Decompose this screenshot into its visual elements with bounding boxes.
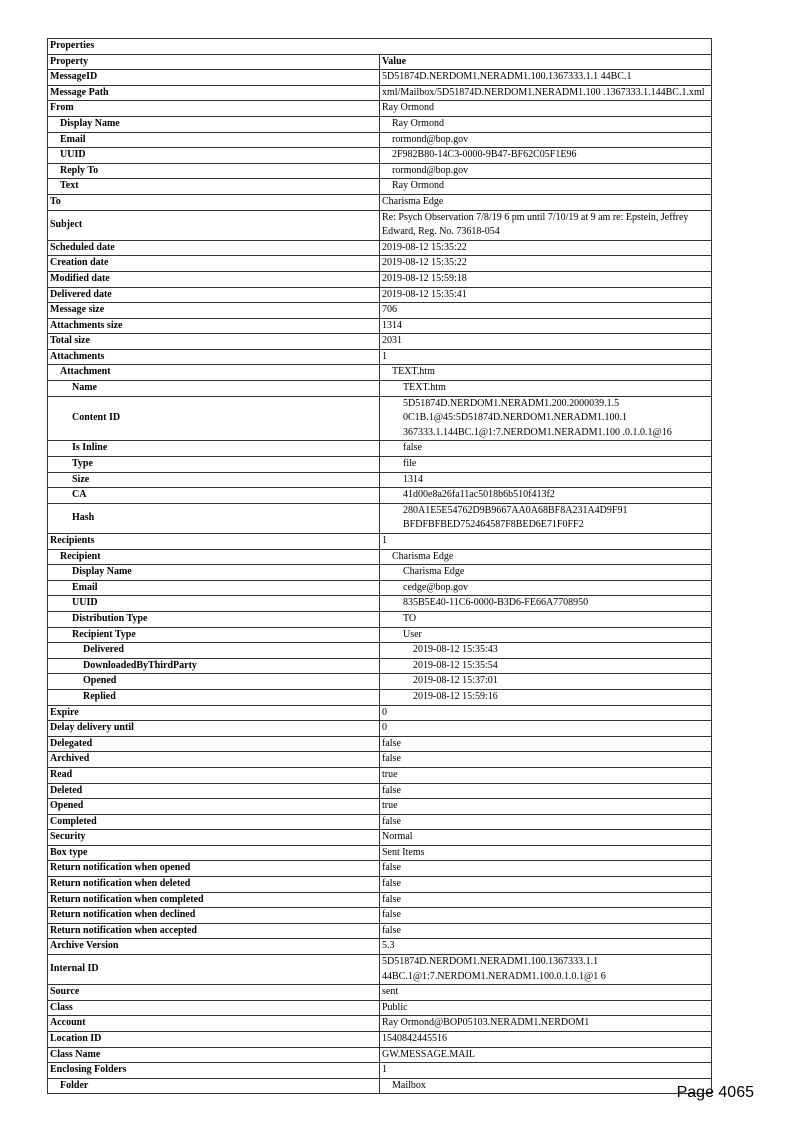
property-value: false	[380, 441, 712, 457]
property-value: 1540842445516	[380, 1032, 712, 1048]
property-name: Completed	[48, 814, 380, 830]
property-value: Re: Psych Observation 7/8/19 6 pm until 7/10/19 at 9 am re: Epstein, Jeffrey Edward, Reg. No. 73618-054	[380, 210, 712, 240]
column-header-value: Value	[380, 54, 712, 70]
table-row	[48, 1078, 712, 1094]
property-name: Recipients	[48, 534, 380, 550]
table-row	[48, 643, 712, 659]
property-name: Class Name	[48, 1047, 380, 1063]
property-value: 2019-08-12 15:35:41	[380, 287, 712, 303]
property-name: Display Name	[48, 565, 380, 581]
table-row	[48, 705, 712, 721]
table-row	[48, 240, 712, 256]
property-value: 0	[380, 721, 712, 737]
property-value: 2019-08-12 15:59:18	[380, 271, 712, 287]
table-row	[48, 101, 712, 117]
property-value: 1	[380, 349, 712, 365]
property-name: Folder	[48, 1078, 380, 1094]
table-row	[48, 303, 712, 319]
property-value: Public	[380, 1000, 712, 1016]
table-row	[48, 349, 712, 365]
table-row	[48, 767, 712, 783]
property-name: Delivered	[48, 643, 380, 659]
property-name: Source	[48, 985, 380, 1001]
table-header-row	[48, 54, 712, 70]
property-name: Recipient	[48, 549, 380, 565]
property-value: 5.3	[380, 939, 712, 955]
property-name: DownloadedByThirdParty	[48, 658, 380, 674]
property-name: Subject	[48, 210, 380, 240]
table-row	[48, 939, 712, 955]
table-row	[48, 163, 712, 179]
table-row	[48, 565, 712, 581]
table-row	[48, 861, 712, 877]
property-value: 2019-08-12 15:37:01	[380, 674, 712, 690]
property-value: false	[380, 783, 712, 799]
property-name: Opened	[48, 674, 380, 690]
property-name: Enclosing Folders	[48, 1063, 380, 1079]
property-value: 1314	[380, 318, 712, 334]
property-value: 5D51874D.NERDOM1.NERADM1.200.2000039.1.5 0C1B.1@45:5D51874D.NERDOM1.NERADM1.100.1 367333.1.144BC.1@1:7.NERDOM1.NERADM1.100 .0.1.0.1@16	[380, 396, 712, 441]
table-row	[48, 985, 712, 1001]
property-value: Charisma Edge	[380, 549, 712, 565]
table-row	[48, 457, 712, 473]
table-row	[48, 334, 712, 350]
property-name: Archived	[48, 752, 380, 768]
property-name: Size	[48, 472, 380, 488]
property-value: Mailbox	[380, 1078, 712, 1094]
property-name: From	[48, 101, 380, 117]
property-name: Name	[48, 381, 380, 397]
table-row	[48, 814, 712, 830]
table-row	[48, 611, 712, 627]
property-value: TO	[380, 611, 712, 627]
table-title-row	[48, 39, 712, 55]
property-name: Attachment	[48, 365, 380, 381]
property-name: Delay delivery until	[48, 721, 380, 737]
property-value: Ray Ormond	[380, 101, 712, 117]
property-name: Attachments size	[48, 318, 380, 334]
table-row	[48, 179, 712, 195]
property-value: sent	[380, 985, 712, 1001]
property-value: 2F982B80-14C3-0000-9B47-BF62C05F1E96	[380, 148, 712, 164]
properties-table	[47, 38, 712, 1094]
property-value: Sent Items	[380, 845, 712, 861]
property-value: cedge@bop.gov	[380, 580, 712, 596]
property-name: Attachments	[48, 349, 380, 365]
property-name: Deleted	[48, 783, 380, 799]
property-value: 2019-08-12 15:59:16	[380, 689, 712, 705]
table-row	[48, 396, 712, 441]
properties-sheet	[47, 38, 712, 1094]
property-name: Total size	[48, 334, 380, 350]
property-value: 2019-08-12 15:35:22	[380, 256, 712, 272]
table-row	[48, 488, 712, 504]
table-row	[48, 381, 712, 397]
property-name: Is Inline	[48, 441, 380, 457]
property-value: rormond@bop.gov	[380, 163, 712, 179]
property-name: Class	[48, 1000, 380, 1016]
table-title: Properties	[48, 39, 712, 55]
property-value: true	[380, 799, 712, 815]
table-row	[48, 534, 712, 550]
property-name: Read	[48, 767, 380, 783]
table-row	[48, 318, 712, 334]
property-name: Archive Version	[48, 939, 380, 955]
property-value: Charisma Edge	[380, 194, 712, 210]
property-value: false	[380, 892, 712, 908]
page-number: Page 4065	[676, 1084, 754, 1101]
property-value: 1314	[380, 472, 712, 488]
property-name: Type	[48, 457, 380, 473]
property-value: Ray Ormond@BOP05103.NERADM1.NERDOM1	[380, 1016, 712, 1032]
table-row	[48, 210, 712, 240]
table-row	[48, 256, 712, 272]
property-name: Email	[48, 580, 380, 596]
property-name: To	[48, 194, 380, 210]
property-value: file	[380, 457, 712, 473]
property-name: CA	[48, 488, 380, 504]
property-name: MessageID	[48, 70, 380, 86]
property-value: User	[380, 627, 712, 643]
table-row	[48, 1047, 712, 1063]
property-value: TEXT.htm	[380, 381, 712, 397]
table-row	[48, 132, 712, 148]
property-value: 2019-08-12 15:35:43	[380, 643, 712, 659]
property-name: Box type	[48, 845, 380, 861]
property-name: UUID	[48, 596, 380, 612]
property-value: 41d00e8a26fa11ac5018b6b510f413f2	[380, 488, 712, 504]
property-value: 706	[380, 303, 712, 319]
property-value: Ray Ormond	[380, 116, 712, 132]
property-value: 0	[380, 705, 712, 721]
table-row	[48, 365, 712, 381]
table-row	[48, 503, 712, 533]
table-row	[48, 830, 712, 846]
property-name: Text	[48, 179, 380, 195]
property-name: Message Path	[48, 85, 380, 101]
table-row	[48, 271, 712, 287]
table-row	[48, 892, 712, 908]
property-name: Reply To	[48, 163, 380, 179]
property-value: 835B5E40-11C6-0000-B3D6-FE66A7708950	[380, 596, 712, 612]
table-row	[48, 472, 712, 488]
table-row	[48, 549, 712, 565]
property-name: Distribution Type	[48, 611, 380, 627]
table-row	[48, 923, 712, 939]
property-value: Ray Ormond	[380, 179, 712, 195]
table-row	[48, 658, 712, 674]
table-row	[48, 689, 712, 705]
property-value: false	[380, 814, 712, 830]
property-value: false	[380, 752, 712, 768]
property-value: xml/Mailbox/5D51874D.NERDOM1.NERADM1.100 .1367333.1.144BC.1.xml	[380, 85, 712, 101]
property-name: Return notification when declined	[48, 908, 380, 924]
table-row	[48, 194, 712, 210]
table-row	[48, 148, 712, 164]
table-row	[48, 1032, 712, 1048]
table-row	[48, 596, 712, 612]
table-row	[48, 287, 712, 303]
property-name: Account	[48, 1016, 380, 1032]
table-row	[48, 736, 712, 752]
property-name: Message size	[48, 303, 380, 319]
property-name: Display Name	[48, 116, 380, 132]
property-name: Internal ID	[48, 955, 380, 985]
property-name: UUID	[48, 148, 380, 164]
property-name: Return notification when completed	[48, 892, 380, 908]
property-value: 280A1E5E54762D9B9667AA0A68BF8A231A4D9F91 BFDFBFBED752464587F8BED6E71F0FF2	[380, 503, 712, 533]
property-name: Expire	[48, 705, 380, 721]
table-row	[48, 721, 712, 737]
property-value: GW.MESSAGE.MAIL	[380, 1047, 712, 1063]
table-row	[48, 1000, 712, 1016]
property-value: true	[380, 767, 712, 783]
property-name: Security	[48, 830, 380, 846]
column-header-property: Property	[48, 54, 380, 70]
table-row	[48, 580, 712, 596]
property-value: false	[380, 736, 712, 752]
table-row	[48, 627, 712, 643]
property-name: Replied	[48, 689, 380, 705]
property-name: Return notification when accepted	[48, 923, 380, 939]
property-value: 1	[380, 534, 712, 550]
table-row	[48, 674, 712, 690]
property-name: Location ID	[48, 1032, 380, 1048]
property-value: false	[380, 861, 712, 877]
property-value: 5D51874D.NERDOM1.NERADM1.100.1367333.1.1 44BC.1	[380, 70, 712, 86]
property-name: Recipient Type	[48, 627, 380, 643]
property-value: 2019-08-12 15:35:54	[380, 658, 712, 674]
property-name: Opened	[48, 799, 380, 815]
table-row	[48, 955, 712, 985]
table-row	[48, 1016, 712, 1032]
table-row	[48, 752, 712, 768]
table-row	[48, 85, 712, 101]
property-name: Return notification when deleted	[48, 877, 380, 893]
property-value: 2031	[380, 334, 712, 350]
table-row	[48, 441, 712, 457]
property-value: false	[380, 908, 712, 924]
table-row	[48, 116, 712, 132]
property-value: TEXT.htm	[380, 365, 712, 381]
property-value: 1	[380, 1063, 712, 1079]
property-value: false	[380, 877, 712, 893]
property-value: 5D51874D.NERDOM1.NERADM1.100.1367333.1.1 44BC.1@1:7.NERDOM1.NERADM1.100.0.1.0.1@1 6	[380, 955, 712, 985]
property-value: Charisma Edge	[380, 565, 712, 581]
property-name: Creation date	[48, 256, 380, 272]
property-value: Normal	[380, 830, 712, 846]
property-value: false	[380, 923, 712, 939]
property-name: Modified date	[48, 271, 380, 287]
property-name: Delivered date	[48, 287, 380, 303]
table-row	[48, 908, 712, 924]
property-name: Content ID	[48, 396, 380, 441]
table-row	[48, 877, 712, 893]
property-name: Email	[48, 132, 380, 148]
property-name: Scheduled date	[48, 240, 380, 256]
property-name: Delegated	[48, 736, 380, 752]
property-name: Hash	[48, 503, 380, 533]
table-row	[48, 1063, 712, 1079]
table-row	[48, 845, 712, 861]
table-row	[48, 799, 712, 815]
property-value: 2019-08-12 15:35:22	[380, 240, 712, 256]
property-value: rormond@bop.gov	[380, 132, 712, 148]
table-row	[48, 783, 712, 799]
table-row	[48, 70, 712, 86]
property-name: Return notification when opened	[48, 861, 380, 877]
